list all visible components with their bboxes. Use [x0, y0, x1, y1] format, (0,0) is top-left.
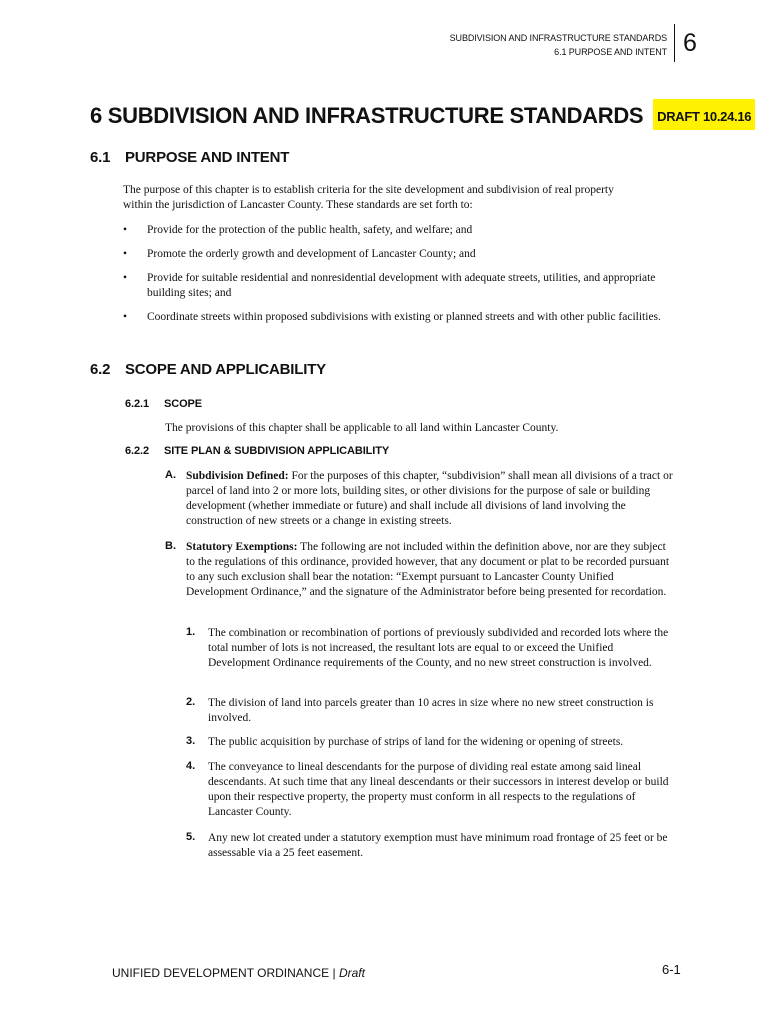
- section-title: PURPOSE AND INTENT: [125, 149, 290, 166]
- subsection-number: 6.2.2: [125, 445, 149, 457]
- bullet-item: • Coordinate streets within proposed subdivisions with existing or planned streets and with other public facilities.: [123, 310, 683, 325]
- exemption-item: [186, 626, 676, 671]
- running-header-section: 6.1 PURPOSE AND INTENT: [554, 47, 667, 57]
- item-label: A.: [165, 469, 176, 481]
- subsection-number: 6.2.1: [125, 398, 149, 410]
- item-number: 5.: [186, 831, 196, 843]
- subsection-6-2-1-text: The provisions of this chapter shall be applicable to all land within Lancaster County.: [165, 422, 559, 434]
- section-6-2-heading: [90, 361, 326, 378]
- item-number: 2.: [186, 696, 196, 708]
- item-number: 3.: [186, 735, 196, 747]
- subsection-6-2-2-heading: [125, 445, 389, 457]
- item-text: The conveyance to lineal descendants for the purpose of dividing real estate among said lineal descendants. At such time that any lineal descendants or their successors in interest develop or build upon their respective property, the property must conform in all respects to the regulations of Lancaster County.: [208, 761, 669, 818]
- footer-document-name: UNIFIED DEVELOPMENT ORDINANCE |: [112, 966, 336, 980]
- bullet-item: • Promote the orderly growth and development of Lancaster County; and: [123, 247, 683, 262]
- subsection-title: SCOPE: [164, 398, 203, 410]
- item-text: The following are not included within the definition above, nor are they subject to the regulations of this ordinance, provided however, that any document or plat to be recorded pursuant to any such exclusion shall bear the notation: “Exempt pursuant to Lancaster County Unified Development Ordinance,” and the signature of the Administrator before being presented for recordation.: [186, 541, 670, 598]
- item-text: For the purposes of this chapter, “subdivision” shall mean all divisions of a tract or parcel of land into 2 or more lots, building sites, or other divisions for the purpose of sale or building development (whether immediate or future) and shall include all divisions of land involving the construction of new streets or a change in existing streets.: [186, 470, 673, 527]
- subsection-title: SITE PLAN & SUBDIVISION APPLICABILITY: [164, 445, 390, 457]
- item-text: The combination or recombination of portions of previously subdivided and recorded lots where the total number of lots is not increased, the resultant lots are equal to or exceed the Unified Development Ordinance requirements of the County, and no new street construction is involved.: [208, 627, 669, 669]
- definition-item-a: [165, 469, 675, 529]
- section-number: 6.2: [90, 361, 111, 378]
- item-text: The public acquisition by purchase of strips of land for the widening or opening of streets.: [208, 736, 624, 748]
- purpose-bullet-list: [123, 223, 683, 334]
- footer-draft-label: Draft: [338, 966, 365, 980]
- item-number: 1.: [186, 626, 196, 638]
- exemption-item: [186, 696, 676, 726]
- item-text: Any new lot created under a statutory exemption must have minimum road frontage of 25 feet or be assessable via a 25 feet easement.: [208, 832, 668, 859]
- item-term: Statutory Exemptions:: [186, 541, 298, 553]
- item-label: B.: [165, 540, 176, 552]
- draft-badge: DRAFT 10.24.16: [653, 99, 755, 130]
- section-6-1-heading: [90, 149, 289, 166]
- running-header: [450, 31, 667, 59]
- section-6-1-intro: The purpose of this chapter is to establish criteria for the site development and subdivision of real property within the jurisdiction of Lancaster County. These standards are set forth to:: [123, 184, 614, 211]
- item-number: 4.: [186, 760, 196, 772]
- exemption-item: [186, 735, 676, 750]
- section-title: SCOPE AND APPLICABILITY: [125, 361, 326, 378]
- item-text: The division of land into parcels greater than 10 acres in size where no new street construction is involved.: [208, 697, 654, 724]
- bullet-item: • Provide for the protection of the public health, safety, and welfare; and: [123, 223, 683, 238]
- chapter-number: 6: [683, 29, 697, 57]
- definition-item-b: [165, 540, 675, 600]
- exemption-item: [186, 831, 676, 861]
- exemption-item: [186, 760, 676, 820]
- page-number: 6-1: [662, 962, 681, 977]
- page-title: [90, 98, 755, 135]
- chapter-title: 6 SUBDIVISION AND INFRASTRUCTURE STANDARDS: [90, 103, 644, 128]
- item-term: Subdivision Defined:: [186, 470, 289, 482]
- bullet-item: • Provide for suitable residential and nonresidential development with adequate streets, utilities, and appropriate building sites; and: [123, 271, 683, 301]
- running-header-chapter: SUBDIVISION AND INFRASTRUCTURE STANDARDS: [449, 33, 667, 43]
- header-divider: [674, 24, 675, 62]
- subsection-6-2-1-heading: [125, 398, 202, 410]
- footer-title: [112, 966, 365, 980]
- section-number: 6.1: [90, 149, 111, 166]
